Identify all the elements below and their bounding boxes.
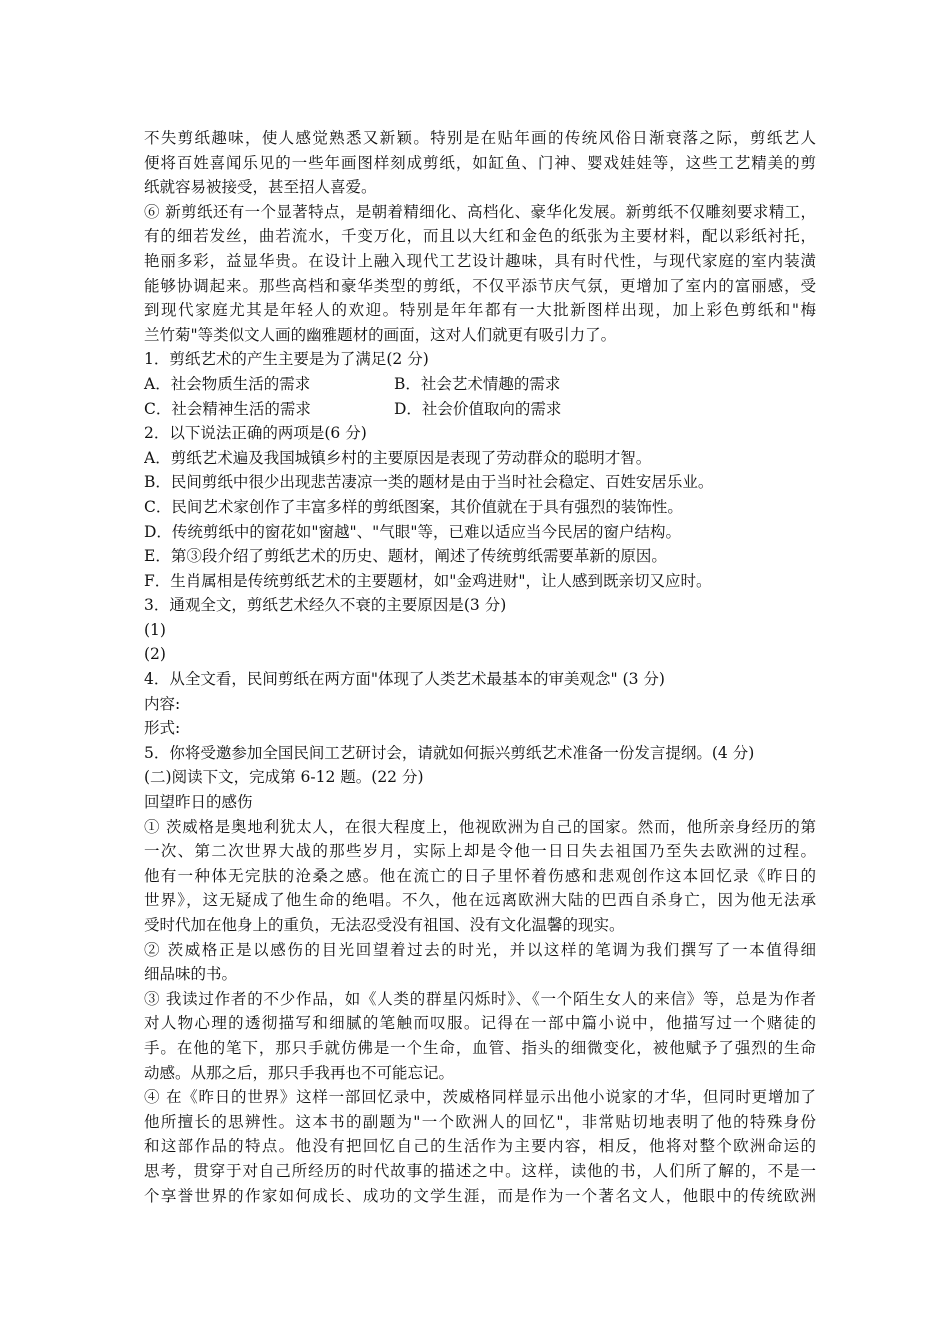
paragraph-5-continuation — [144, 126, 816, 200]
option-f: F．生肖属相是传统剪纸艺术的主要题材，如"金鸡进财"，让人感到既亲切又应时。 — [144, 571, 712, 590]
option-d: D．传统剪纸中的窗花如"窗越"、"气眼"等，已难以适应当今民居的窗户结构。 — [144, 522, 681, 541]
article-paragraph-2 — [144, 938, 816, 987]
question-stem: 2．以下说法正确的两项是(6 分) — [144, 424, 367, 443]
text-line: 他所擅长的思辨性。这本书的副题为"一个欧洲人的回忆"，非常贴切地表明了他的特殊身份 — [144, 1112, 816, 1131]
text-line: 个享誉世界的作家如何成长、成功的文学生涯，而是作为一个著名文人，他眼中的传统欧洲 — [144, 1186, 816, 1205]
text-line: 动感。从那之后，那只手我再也不可能忘记。 — [144, 1063, 455, 1082]
text-line: ② 茨威格正是以感伤的目光回望着过去的时光，并以这样的笔调为我们撰写了一本值得细 — [144, 940, 816, 959]
article-paragraph-3 — [144, 987, 816, 1085]
section-2 — [144, 765, 816, 814]
option-b: B．社会艺术情趣的需求 — [394, 374, 561, 393]
text-line: ⑥ 新剪纸还有一个显著特点，是朝着精细化、高档化、豪华化发展。新剪纸不仅雕刻要求精工， — [144, 202, 816, 221]
option-a: A．剪纸艺术遍及我国城镇乡村的主要原因是表现了劳动群众的聪明才智。 — [144, 448, 652, 467]
text-line: 对人物心理的透彻描写和细腻的笔触而叹服。记得在一部中篇小说中，他描写过一个赌徒的 — [144, 1014, 816, 1033]
option-a: A．社会物质生活的需求 — [144, 374, 311, 393]
option-row — [144, 372, 816, 397]
text-line: 到现代家庭尤其是年轻人的欢迎。特别是年年都有一大批新图样出现，加上彩色剪纸和"梅 — [144, 301, 816, 320]
question-3 — [144, 593, 816, 667]
text-line: 能够协调起来。那些高档和豪华类型的剪纸，不仅平添节庆气氛，更增加了室内的富丽感，受 — [144, 276, 816, 295]
paragraph-6 — [144, 200, 816, 348]
article-title: 回望昨日的感伤 — [144, 793, 253, 812]
option-c: C．社会精神生活的需求 — [144, 399, 311, 418]
text-line: 受时代加在他身上的重负，无法忍受没有祖国、没有文化温馨的现实。 — [144, 916, 625, 934]
text-line: 手。在他的笔下，那只手就仿佛是一个生命，血管、指头的细微变化，被他赋予了强烈的生命 — [144, 1038, 816, 1057]
question-5 — [144, 741, 816, 766]
question-stem: 3．通观全文，剪纸艺术经久不衰的主要原因是(3 分) — [144, 596, 507, 615]
option-c: C．民间艺术家创作了丰富多样的剪纸图案，其价值就在于具有强烈的装饰性。 — [144, 497, 683, 516]
answer-blank-2: (2) — [144, 645, 166, 664]
text-line: 他有一种体无完肤的沧桑之感。他在流亡的日子里怀着伤感和悲观创作这本回忆录《昨日的 — [144, 866, 816, 885]
text-line: 一次、第二次世界大战的那些岁月，实际上却是令他一日日失去祖国乃至失去欧洲的过程。 — [144, 842, 816, 861]
text-line: 便将百姓喜闻乐见的一些年画图样刻成剪纸，如缸鱼、门神、婴戏娃娃等，这些工艺精美的剪 — [144, 153, 816, 172]
text-line: 世界》，这无疑成了他生命的绝唱。不久，他在远离欧洲大陆的巴西自杀身亡，因为他无法承 — [144, 891, 816, 910]
document-page — [144, 126, 816, 1208]
article-paragraph-1 — [144, 815, 816, 938]
article-paragraph-4 — [144, 1085, 816, 1208]
content-label: 内容: — [144, 694, 181, 713]
text-line: 纸就容易被接受，甚至招人喜爱。 — [144, 178, 377, 197]
form-label: 形式: — [144, 719, 181, 738]
text-line: ③ 我读过作者的不少作品，如《人类的群星闪烁时》、《一个陌生女人的来信》等，总是为作者 — [144, 989, 816, 1008]
text-line: ④ 在《昨日的世界》这样一部回忆录中，茨威格同样显示出他小说家的才华，但同时更增加了 — [144, 1088, 816, 1107]
question-2 — [144, 421, 816, 593]
option-row — [144, 397, 816, 422]
text-line: ① 茨威格是奥地利犹太人，在很大程度上，他视欧洲为自己的国家。然而，他所亲身经历的第 — [144, 817, 816, 836]
option-e: E．第③段介绍了剪纸艺术的历史、题材，阐述了传统剪纸需要革新的原因。 — [144, 547, 667, 566]
option-b: B．民间剪纸中很少出现悲苦凄凉一类的题材是由于当时社会稳定、百姓安居乐业。 — [144, 473, 714, 492]
section-heading: (二)阅读下文，完成第 6-12 题。(22 分) — [144, 768, 424, 787]
option-d: D．社会价值取向的需求 — [394, 399, 562, 418]
text-line: 不失剪纸趣味，使人感觉熟悉又新颖。特别是在贴年画的传统风俗日渐衰落之际，剪纸艺人 — [144, 129, 816, 147]
text-line: 思考，贯穿于对自己所经历的时代故事的描述之中。这样，读他的书，人们所了解的，不是一 — [144, 1161, 816, 1180]
answer-blank-1: (1) — [144, 620, 166, 639]
text-line: 和这部作品的特点。他没有把回忆自己的生活作为主要内容，相反，他将对整个欧洲命运的 — [144, 1137, 816, 1156]
question-1 — [144, 347, 816, 421]
question-4 — [144, 667, 816, 741]
question-stem: 4．从全文看，民间剪纸在两方面"体现了人类艺术最基本的审美观念" (3 分) — [144, 670, 665, 689]
text-line: 细品味的书。 — [144, 965, 238, 984]
question-stem: 5．你将受邀参加全国民间工艺研讨会，请就如何振兴剪纸艺术准备一份发言提纲。(4 分) — [144, 743, 755, 762]
text-line: 有的细若发丝，曲若流水，千变万化，而且以大红和金色的纸张为主要材料，配以彩纸衬托， — [144, 227, 816, 246]
question-stem: 1．剪纸艺术的产生主要是为了满足(2 分) — [144, 350, 429, 369]
text-line: 艳丽多彩，益显华贵。在设计上融入现代工艺设计趣味，具有时代性，与现代家庭的室内装潢 — [144, 251, 816, 270]
text-line: 兰竹菊"等类似文人画的幽雅题材的画面，这对人们就更有吸引力了。 — [144, 325, 617, 344]
